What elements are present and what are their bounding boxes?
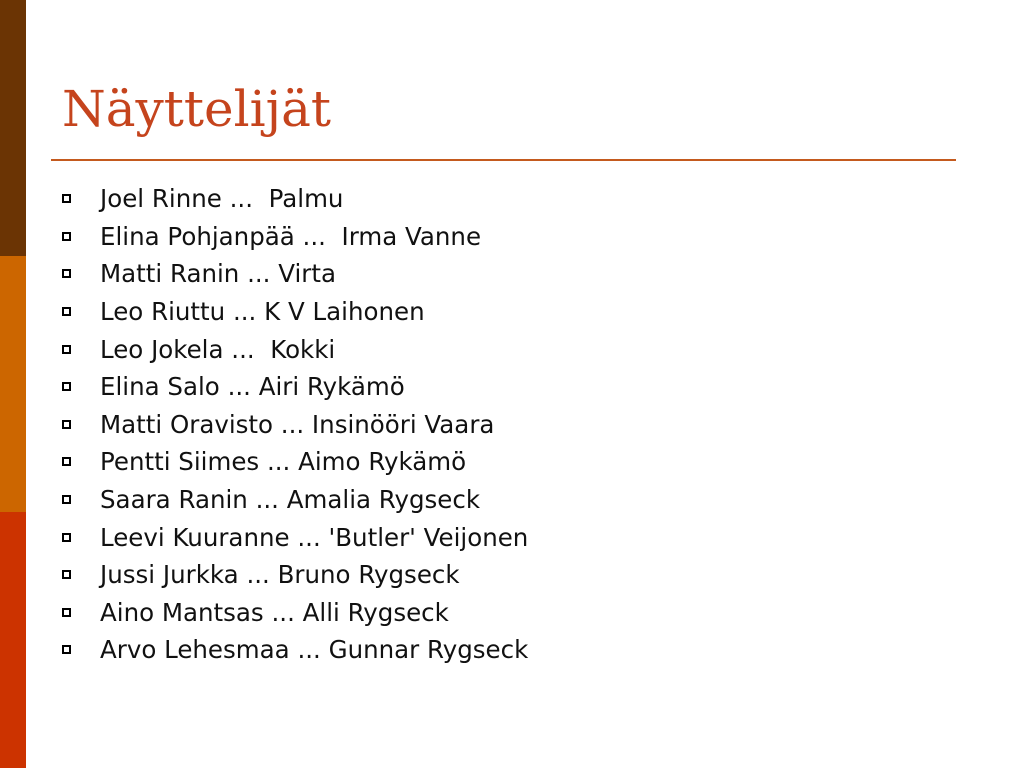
bullet-square-icon [62,533,71,542]
list-item-text: Joel Rinne ... Palmu [100,184,344,214]
bullet-square-icon [62,307,71,316]
list-item-text: Leo Jokela ... Kokki [100,334,336,364]
list-item [62,556,528,594]
list-item-text: Pentti Siimes ... Aimo Rykämö [100,447,467,477]
bullet-square-icon [62,269,71,278]
list-item [62,255,528,293]
list-item [62,293,528,331]
cast-list [62,180,528,669]
bullet-square-icon [62,345,71,354]
title-underline [51,159,956,161]
bullet-square-icon [62,382,71,391]
list-item [62,518,528,556]
bullet-square-icon [62,495,71,504]
bullet-square-icon [62,570,71,579]
list-item [62,481,528,519]
bullet-square-icon [62,608,71,617]
list-item [62,631,528,669]
list-item [62,330,528,368]
list-item-text: Arvo Lehesmaa ... Gunnar Rygseck [100,635,529,665]
list-item [62,443,528,481]
bullet-square-icon [62,457,71,466]
bullet-square-icon [62,232,71,241]
side-bar-top [0,0,26,256]
list-item-text: Leo Riuttu ... K V Laihonen [100,297,425,327]
list-item-text: Elina Pohjanpää ... Irma Vanne [100,221,482,251]
list-item-text: Saara Ranin ... Amalia Rygseck [100,485,481,515]
list-item [62,368,528,406]
list-item-text: Matti Oravisto ... Insinööri Vaara [100,409,495,439]
list-item [62,406,528,444]
list-item-text: Jussi Jurkka ... Bruno Rygseck [100,560,460,590]
side-bar-bottom [0,512,26,768]
slide-title: Näyttelijät [62,80,331,138]
list-item [62,180,528,218]
bullet-square-icon [62,420,71,429]
list-item-text: Elina Salo ... Airi Rykämö [100,372,405,402]
list-item-text: Matti Ranin ... Virta [100,259,336,289]
bullet-square-icon [62,645,71,654]
list-item [62,218,528,256]
list-item-text: Leevi Kuuranne ... 'Butler' Veijonen [100,522,529,552]
side-bar-middle [0,256,26,512]
list-item-text: Aino Mantsas ... Alli Rygseck [100,597,449,627]
bullet-square-icon [62,194,71,203]
list-item [62,594,528,632]
